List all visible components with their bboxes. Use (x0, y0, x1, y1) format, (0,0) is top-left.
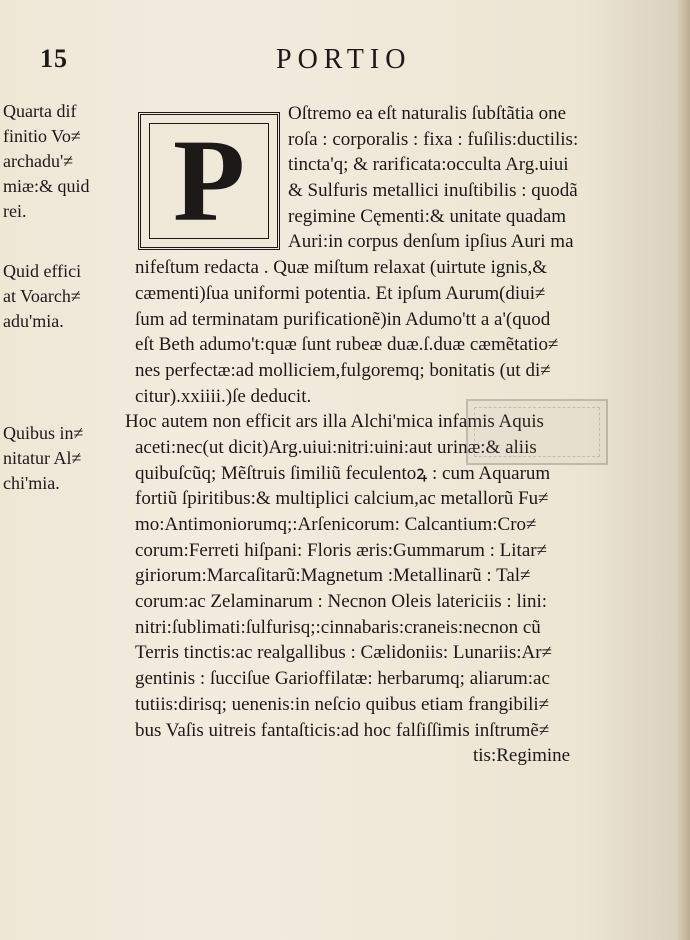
text-line: fortiũ ſpiritibus:& multiplici calcium,ac metallorũ Fu≠ (135, 488, 549, 510)
text-line: Auri:in corpus denſum ipſius Auri ma (288, 231, 574, 253)
text-line: & Sulfuris metallici inuſtibilis : quodã (288, 180, 578, 202)
marginal-note-3 (3, 421, 118, 496)
text-line: mo:Antimoniorumq;:Arſenicorum: Calcantium:Cro≠ (135, 514, 537, 535)
text-line: tincta'q; & rarificata:occulta Arg.uiui (288, 154, 569, 176)
marginal-note-1 (3, 99, 118, 224)
initial-letter: P (172, 115, 246, 246)
library-stamp (466, 399, 608, 465)
page-number: 15 (40, 44, 68, 73)
marginal-line: nitatur Al≠ (3, 448, 82, 468)
marginal-note-2 (3, 259, 118, 334)
text-line: aceti:nec(ut dicit)Arg.uiui:nitri:uini:aut urinæ:& aliis (135, 436, 537, 458)
text-line: nitri:ſublimati:ſulfurisq;:cinnabaris:craneis:necnon cũ (135, 616, 541, 638)
catchword-line: tis:Regimine (473, 745, 571, 767)
marginal-line: miæ:& quid (3, 176, 90, 196)
text-line: nifeſtum redacta . Quæ miſtum relaxat (uirtute ignis,& (135, 257, 548, 279)
text-line: Oſtremo ea eſt naturalis ſubſtãtia one (288, 103, 567, 124)
text-line: nes perfectæ:ad molliciem,fulgoremq; bonitatis (ut di≠ (135, 359, 551, 381)
marginal-line: adu'mia. (3, 311, 64, 331)
marginal-line: Quibus in≠ (3, 423, 84, 443)
marginal-line: finitio Vo≠ (3, 126, 81, 146)
marginal-line: Quid effici (3, 261, 82, 281)
text-line: Hoc autem non efficit ars illa Alchi'mica infamis Aquis (125, 411, 544, 433)
text-line: Terris tinctis:ac realgallibus : Cælidoniis: Lunariis:Ar≠ (135, 642, 552, 664)
text-line: eſt Beth adumo't:quæ ſunt rubeæ duæ.ſ.duæ cæmẽtatio≠ (135, 334, 559, 356)
text-line: regimine Cęmenti:& unitate quadam (288, 205, 567, 227)
text-line: corum:Ferreti hiſpani: Floris æris:Gummarum : Litar≠ (135, 539, 548, 561)
text-line: roſa : corporalis : fixa : fuſilis:ductilis: (288, 128, 579, 150)
text-line: citur).xxiiii.)ſe deducit. (135, 385, 312, 407)
running-head: PORTIO (276, 44, 412, 75)
text-line: gentinis : ſucciſue Garioffilatæ: herbarumq; aliarum:ac (135, 668, 550, 690)
text-line: bus Vaſis uitreis fantaſticis:ad hoc falſiſſimis inſtrumẽ≠ (135, 719, 550, 741)
marginal-line: Quarta dif (3, 101, 77, 121)
text-line: tutiis:dirisq; uenenis:in neſcio quibus etiam frangibili≠ (135, 693, 550, 715)
marginal-line: chi'mia. (3, 473, 60, 493)
text-line: cæmenti)ſua uniformi potentia. Et ipſum Aurum(diui≠ (135, 282, 546, 304)
text-line: quibuſcũq; Mẽſtruis ſimiliũ feculentoꝝ : cum Aquarum (135, 462, 551, 484)
text-line: ſum ad terminatam purificationẽ)in Adumo'tt a a'(quod (135, 308, 551, 330)
text-line: giriorum:Marcaſitarũ:Magnetum :Metallinarũ : Tal≠ (135, 565, 531, 587)
text-line: corum:ac Zelaminarum : Necnon Oleis latericiis : lini: (135, 591, 548, 613)
marginal-line: rei. (3, 201, 27, 221)
marginal-line: archadu'≠ (3, 151, 74, 171)
marginal-line: at Voarch≠ (3, 286, 81, 306)
